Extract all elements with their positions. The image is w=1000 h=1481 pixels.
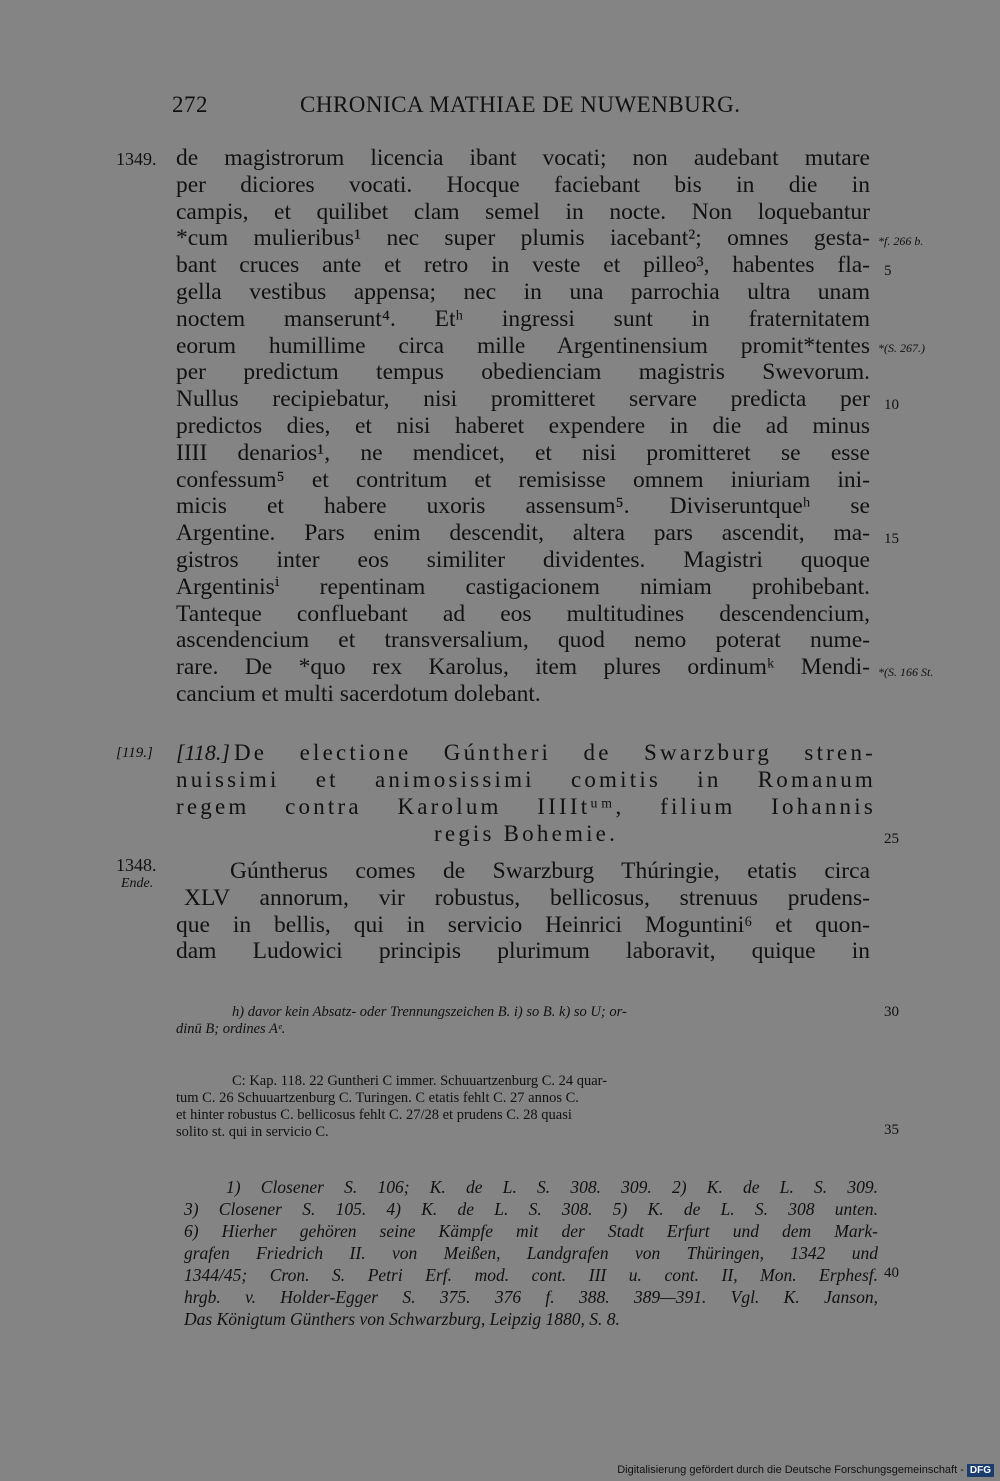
collation-line: C: Kap. 118. 22 Guntheri C immer. Schuuartzenburg C. 24 quar- <box>232 1073 608 1089</box>
year-marker: 1348. <box>116 855 157 875</box>
text-line: que in bellis, qui in servicio Heinrici Moguntini⁶ et quon- <box>176 911 870 938</box>
text-line: confessum⁵ et contritum et remisisse omnem iniuriam ini- <box>176 466 870 493</box>
line-number: 25 <box>884 831 899 847</box>
main-text <box>176 145 870 708</box>
text-line: dam Ludowici principis plurimum laboravit, quique in <box>176 938 870 965</box>
running-title: CHRONICA MATHIAE DE NUWENBURG. <box>300 92 741 117</box>
chapter-number-old: [119.] <box>116 745 153 761</box>
margin-note: *f. 266 b. <box>878 234 924 248</box>
text-line: Argentine. Pars enim descendit, altera pars ascendit, ma- <box>176 520 870 547</box>
text-line: gella vestibus appensa; nec in una parrochia ultra unam <box>176 278 870 305</box>
text-line: per diciores vocati. Hocque faciebant bis in die in <box>176 171 870 198</box>
collation-notes <box>176 1073 876 1141</box>
line-number: 40 <box>884 1265 899 1281</box>
digitization-credit <box>617 1464 994 1477</box>
year-note: Ende. <box>121 876 154 891</box>
page-number: 272 <box>172 92 208 117</box>
text-line: de magistrorum licencia ibant vocati; non audebant mutare <box>176 145 870 171</box>
footnote-line: grafen Friedrich II. von Meißen, Landgrafen von Thüringen, 1342 und <box>184 1243 878 1263</box>
chapter-number: [118.] <box>176 740 230 765</box>
text-line: XLV annorum, vir robustus, bellicosus, strenuus prudens- <box>184 884 870 911</box>
title-line: regis Bohemie. <box>433 821 619 846</box>
credit-text: Digitalisierung gefördert durch die Deutsche Forschungsgemeinschaft - <box>617 1464 964 1476</box>
text-line: Tanteque confluebant ad eos multitudines descendencium, <box>176 600 870 627</box>
footnote-line: hrgb. v. Holder-Egger S. 375. 376 f. 388. 389—391. Vgl. K. Janson, <box>184 1287 878 1307</box>
collation-line: tum C. 26 Schuuartzenburg C. Turingen. C etatis fehlt C. 27 annos C. <box>176 1090 579 1106</box>
text-line: per predictum tempus obedienciam magistris Swevorum. <box>176 359 870 386</box>
collation-line: et hinter robustus C. bellicosus fehlt C. 27/28 et prudens C. 28 quasi <box>176 1107 572 1123</box>
text-line: cancium et multi sacerdotum dolebant. <box>176 680 541 707</box>
text-line: IIII denarios¹, ne mendicet, et nisi promitteret se esse <box>176 439 870 466</box>
footnote-line: Das Königtum Günthers von Schwarzburg, Leipzig 1880, S. 8. <box>184 1309 620 1329</box>
year-marker: 1349. <box>116 149 157 169</box>
line-number: 15 <box>884 531 899 547</box>
text-line: *cum mulieribus¹ nec super plumis iacebant²; omnes gesta- <box>176 225 870 252</box>
chapter-title <box>176 739 876 847</box>
footnotes <box>184 1176 878 1330</box>
text-line: bant cruces ante et retro in veste et pilleo³, habentes fla- <box>176 252 870 279</box>
margin-note: *(S. 267.) <box>878 341 925 355</box>
title-line: nuissimi et animosissimi comitis in Romanum <box>176 767 876 792</box>
text-line: eorum humillime circa mille Argentinensium promit*tentes <box>176 332 870 359</box>
variant-line: dinū B; ordines Aᵉ. <box>176 1021 286 1037</box>
footnote-line: 6) Hierher gehören seine Kämpfe mit der Stadt Erfurt und dem Mark- <box>184 1221 878 1241</box>
text-line: campis, et quilibet clam semel in nocte. Non loquebantur <box>176 198 870 225</box>
collation-line: solito st. qui in servicio C. <box>176 1124 329 1140</box>
variant-notes <box>176 1004 876 1038</box>
text-line: micis et habere uxoris assensum⁵. Diviseruntqueʰ se <box>176 493 870 520</box>
text-line: gistros inter eos similiter dividentes. Magistri quoque <box>176 546 870 573</box>
footnote-line: 1) Closener S. 106; K. de L. S. 308. 309. 2) K. de L. S. 309. <box>226 1177 878 1197</box>
line-number: 35 <box>884 1122 899 1138</box>
text-line: noctem manserunt⁴. Etʰ ingressi sunt in fraternitatem <box>176 305 870 332</box>
text-line: rare. De *quo rex Karolus, item plures ordinumᵏ Mendi- <box>176 654 870 681</box>
text-line: predictos dies, et nisi haberet expendere in die ad minus <box>176 412 870 439</box>
text-line: Argentinisⁱ repentinam castigacionem nimiam prohibebant. <box>176 573 870 600</box>
footnote-line: 3) Closener S. 105. 4) K. de L. S. 308. 5) K. de L. S. 308 unten. <box>184 1199 878 1219</box>
dfg-logo: DFG <box>967 1464 994 1477</box>
line-number: 30 <box>884 1004 899 1020</box>
title-line: regem contra Karolum IIIItᵘᵐ, filium Iohannis <box>176 794 876 819</box>
title-line: De electione Gúntheri de Swarzburg stren- <box>234 740 876 765</box>
text-line: Nullus recipiebatur, nisi promitteret servare predicta per <box>176 386 870 413</box>
text-line: Gúntherus comes de Swarzburg Thúringie, etatis circa <box>230 858 870 884</box>
margin-note: *(S. 166 St. <box>878 665 934 679</box>
text-line: ascendencium et transversalium, quod nemo poterat nume- <box>176 627 870 654</box>
variant-line: h) davor kein Absatz- oder Trennungszeichen B. i) so B. k) so U; or- <box>232 1004 627 1020</box>
line-number: 5 <box>884 263 892 279</box>
line-number: 10 <box>884 397 899 413</box>
footnote-line: 1344/45; Cron. S. Petri Erf. mod. cont. III u. cont. II, Mon. Erphesf. <box>184 1265 878 1285</box>
second-text <box>176 858 870 965</box>
